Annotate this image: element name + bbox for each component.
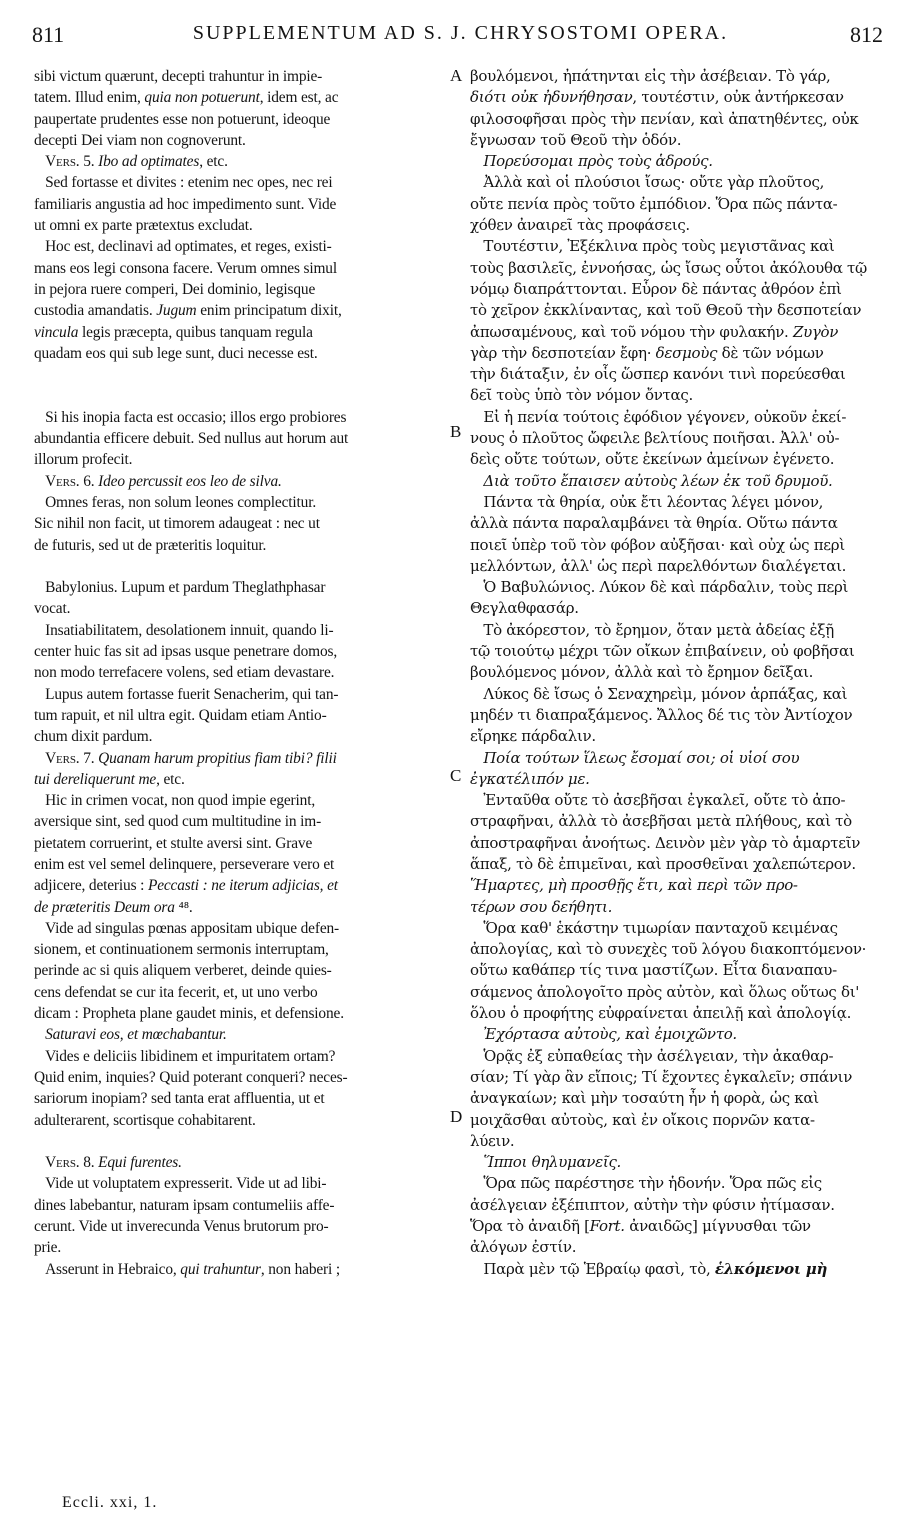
text-line: τὴν διάταξιν, ἐν οἷς ὥσπερ κανόνι τινὶ πορεύεσθαι (470, 365, 846, 384)
verse-heading: Vers. 5. Ibo ad optimates, etc. (45, 153, 228, 171)
text-line: Quid enim, inquies? Quid poterant conqueri? neces- (34, 1068, 348, 1086)
text-line: σίαν; Τί γὰρ ἂν εἴποις; Τί ἔχοντες ἐγκαλεῖν; σπάνιν (470, 1067, 853, 1086)
text-line: ὅλου ὁ προφήτης εὐφραίνεται ἀπειλῇ καὶ ἀπολογίᾳ. (470, 1004, 852, 1023)
text-line: οὕτω καθάπερ τίς τινα μαστίζων. Εἶτα διαναπαυ- (470, 961, 837, 980)
text-line: μοιχᾶσθαι αὐτοὺς, καὶ ἐν οἴκοις πορνῶν κατα- (470, 1110, 815, 1129)
margin-marker-c: C (450, 766, 462, 785)
text-line: Ὁ Βαβυλώνιος. Λύκον δὲ καὶ πάρδαλιν, τοὺς περὶ (483, 578, 849, 597)
text-line: illorum profecit. (34, 451, 133, 469)
text-line: sibi victum quærunt, decepti trahuntur in impie- (34, 68, 323, 85)
text-line: ἀπολογίας, καὶ τὸ συνεχὲς τοῦ λόγου διακοπτόμενον· (470, 940, 867, 959)
text-line: σάμενος ἀπολογοῖτο πρὸς αὐτὸν, καὶ ὅλως οὕτως δι' (470, 982, 860, 1001)
footnote: Eccli. xxi, 1. (62, 1494, 158, 1511)
text-line: dicam : Propheta plane gaudet minis, et defensione. (34, 1005, 344, 1023)
text-line: Asserunt in Hebraico, qui trahuntur, non haberi ; (45, 1260, 340, 1278)
text-line: δεὶς οὔτε τούτων, οὔτε ἐκείνων ἀμείνων ἐγένετο. (470, 450, 835, 469)
text-line: quadam eos qui sub lege sunt, duci necesse est. (34, 344, 318, 362)
text-line: Τουτέστιν, Ἐξέκλινα πρὸς τοὺς μεγιστᾶνας καὶ (483, 237, 835, 256)
text-line: tum rapuit, et nil ultra egit. Quidam etiam Antio- (34, 706, 327, 724)
text-line: de futuris, sed ut de præteritis loquitur. (34, 536, 267, 554)
text-line: λύειν. (470, 1131, 515, 1150)
text-line: non modo terrefacere volens, sed etiam devastare. (34, 664, 335, 682)
text-line: γὰρ τὴν δεσποτείαν ἔφη· δεσμοὺς δὲ τῶν νόμων (470, 343, 824, 362)
text-line: χόθεν ἀναιρεῖ τὰς προφάσεις. (470, 216, 690, 235)
text-line: Εἰ ἡ πενία τούτοις ἐφόδιον γέγονεν, οὐκοῦν ἐκεί- (483, 407, 847, 426)
text-line: Vide ut voluptatem expresserit. Vide ut ad libi- (45, 1175, 327, 1193)
margin-marker-d: D (450, 1107, 463, 1126)
latin-column (34, 66, 446, 1280)
text-line: τῷ τοιούτῳ μέχρι τῶν οἴκων ἐπιβαίνειν, οὐ φοβῆσαι (470, 642, 855, 661)
verse-heading: Διὰ τοῦτο ἔπαισεν αὐτοὺς λέων ἐκ τοῦ δρυμοῦ. (483, 471, 833, 490)
text-line: Ὅρα καθ' ἑκάστην τιμωρίαν πανταχοῦ κειμένας (483, 918, 838, 937)
text-line: dines labebantur, naturam ipsam contumeliis affe- (34, 1196, 335, 1214)
text-line: Vides e deliciis libidinem et impuritatem ortam? (45, 1047, 336, 1065)
verse-heading: Vers. 6. Ideo percussit eos leo de silva. (45, 472, 282, 490)
text-line: ἀπωσαμένους, καὶ τοῦ νόμου τὴν φυλακήν. Ζυγὸν (470, 322, 839, 341)
margin-marker-b: B (450, 422, 462, 441)
greek-column (470, 66, 888, 1280)
page-header (0, 22, 921, 56)
text-line: in pejora ruere comperi, Dei dominio, legisque (34, 280, 316, 298)
text-line: ut omni ex parte prætextus excludat. (34, 217, 253, 235)
text-line: abundantia efficere debuit. Sed nullus aut horum aut (34, 430, 349, 448)
text-line: pietatem corruerint, et stulte aversi sint. Grave (34, 834, 313, 852)
text-line: Ὅρα τὸ ἀναιδῆ [Fort. ἀναιδῶς] μίγνυσθαι τῶν (470, 1217, 811, 1236)
text-line: sionem, et continuationem sermonis interruptam, (34, 941, 329, 959)
text-line: Ὅρα πῶς παρέστησε τὴν ἡδονήν. Ὅρα πῶς εἰς (483, 1174, 822, 1193)
verse-heading: ἐγκατέλιπόν με. (470, 769, 590, 788)
verse-heading: Ποία τούτων ἵλεως ἔσομαί σοι; οἱ υἱοί σου (483, 748, 800, 767)
text-line: Vide ad singulas pœnas appositam ubique defen- (45, 919, 340, 937)
text-line: familiaris angustia ad hoc impedimento sunt. Vide (34, 195, 337, 213)
text-line: ἀποστραφῆναι ἀνοήτως. Δεινὸν μὲν γὰρ τὸ ἁμαρτεῖν (470, 833, 861, 852)
text-line: Λύκος δὲ ἴσως ὁ Σεναχηρεὶμ, μόνον ἁρπάξας, καὶ (483, 684, 848, 703)
text-line: tui dereliquerunt me, etc. (34, 770, 185, 788)
verse-heading: Ἥμαρτες, μὴ προσθῇς ἔτι, καὶ περὶ τῶν προ- (470, 876, 798, 895)
text-line: decepti Dei viam non cognoverunt. (34, 131, 246, 149)
verse-heading: Ἵπποι θηλυμανεῖς. (483, 1153, 622, 1172)
text-line: ἀλόγων ἐστίν. (470, 1238, 577, 1257)
text-line: Sed fortasse et divites : etenim nec opes, nec rei (45, 174, 333, 192)
page-number-left: 811 (32, 22, 65, 47)
text-line: adulterarent, scortisque cohabitarent. (34, 1111, 256, 1129)
text-line: Babylonius. Lupum et pardum Theglathphasar (45, 579, 326, 597)
text-line: Πάντα τὰ θηρία, οὐκ ἔτι λέοντας λέγει μόνον, (483, 492, 824, 511)
text-line: Sic nihil non facit, ut timorem adaugeat : nec ut (34, 515, 320, 533)
verse-heading: τέρων σου δεήθητι. (470, 897, 613, 916)
text-line: ἀσέλγειαν ἐξέπιπτον, αὐτὴν τὴν φύσιν ἠτίμασαν. (470, 1195, 835, 1214)
text-line: ἀλλὰ πάντα παραλαμβάνει τὰ θηρία. Οὕτω πάντα (470, 514, 838, 533)
text-line: tatem. Illud enim, quia non potuerunt, idem est, ac (34, 89, 339, 107)
text-line: ἀναγκαίων; καὶ μὴν τοσαύτη ἦν ἡ φορὰ, ὡς καὶ (470, 1089, 819, 1108)
verse-heading: Ἐχόρτασα αὐτοὺς, καὶ ἐμοιχῶντο. (483, 1025, 737, 1044)
text-line: νόμῳ διαπράττονται. Εὗρον δὲ πάντας ἀθρόον ἐπὶ (470, 279, 842, 298)
text-line: μηδέν τι διαπραξάμενος. Ἄλλος δέ τις τὸν Ἀντίοχον (470, 705, 853, 724)
text-line: βουλόμενοι, ἠπάτηνται εἰς τὴν ἀσέβειαν. Τὸ γάρ, (470, 67, 831, 85)
text-line: Omnes feras, non solum leones complectitur. (45, 493, 317, 511)
text-line: τοὺς βασιλεῖς, ἐννοήσας, ὡς ἴσως οὗτοι ἀκόλουθα τῷ (470, 258, 867, 277)
text-line: ἔγνωσαν τοῦ Θεοῦ τὴν ὁδόν. (470, 130, 682, 149)
verse-heading: Vers. 8. Equi furentes. (45, 1154, 182, 1172)
text-line: Ἀλλὰ καὶ οἱ πλούσιοι ἴσως· οὔτε γὰρ πλοῦτος, (483, 173, 825, 192)
text-line: Insatiabilitatem, desolationem innuit, quando li- (45, 621, 334, 639)
text-line: enim est vel semel delinquere, perseverare vero et (34, 855, 335, 873)
text-line: Θεγλαθφασάρ. (470, 599, 579, 618)
text-line: chum dixit pardum. (34, 728, 153, 746)
text-line: Παρὰ μὲν τῷ Ἑβραίῳ φασὶ, τὸ, ἑλκόμενοι μὴ (483, 1259, 828, 1278)
text-line: διότι οὐκ ἠδυνήθησαν, τουτέστιν, οὐκ ἀντήρκεσαν (470, 88, 844, 107)
text-line: δεῖ τοὺς ὑπὸ τὸν νόμον ὄντας. (470, 386, 693, 405)
text-line: Hic in crimen vocat, non quod impie egerint, (45, 792, 316, 810)
text-line: τὸ χεῖρον ἐκκλίναντας, καὶ τοῦ Θεοῦ τὴν δεσποτείαν (470, 301, 862, 320)
text-line: sariorum inopiam? sed tanta erat affluentia, ut et (34, 1090, 325, 1108)
text-line: custodia amandatis. Jugum enim principatum dixit, (34, 302, 342, 320)
text-line: Τὸ ἀκόρεστον, τὸ ἔρημον, ὅταν μετὰ ἀδείας ἐξῇ (483, 620, 834, 639)
text-line: εἴρηκε πάρδαλιν. (470, 727, 596, 746)
text-line: νους ὁ πλοῦτος ὤφειλε βελτίους ποιῆσαι. Ἀλλ' οὐ- (470, 429, 840, 448)
text-line: cerunt. Vide ut inverecunda Venus brutorum pro- (34, 1218, 329, 1236)
text-line: Hoc est, declinavi ad optimates, et reges, existi- (45, 238, 332, 256)
text-line: perinde ac si quis aliquem verberet, deinde quies- (34, 962, 332, 980)
text-line: aversique sint, sed quod cum multitudine in im- (34, 813, 322, 831)
text-line: adjicere, deterius : Peccasti : ne iterum adjicias, et (34, 877, 338, 895)
text-line: φιλοσοφῆσαι πρὸς τὴν πενίαν, καὶ ἀπατηθέντες, οὐκ (470, 109, 859, 128)
text-line: Ἐνταῦθα οὔτε τὸ ἀσεβῆσαι ἐγκαλεῖ, οὔτε τὸ ἀπο- (483, 791, 846, 810)
text-line: Ὁρᾷς ἐξ εὐπαθείας τὴν ἀσέλγειαν, τὴν ἀκαθαρ- (483, 1046, 834, 1065)
verse-heading: Saturavi eos, et mœchabantur. (45, 1026, 227, 1044)
text-line: center huic fas sit ad ipsas usque penetrare domos, (34, 643, 338, 661)
text-line: paupertate prudentes esse non potuerunt, ideoque (34, 110, 331, 128)
verse-heading: Vers. 7. Quanam harum propitius fiam tibi? filii (45, 749, 337, 767)
text-line: mans eos legi consona facere. Verum omnes simul (34, 259, 337, 277)
text-line: Lupus autem fortasse fuerit Senacherim, qui tan- (45, 685, 339, 703)
text-line: vocat. (34, 600, 71, 618)
text-line: Si his inopia facta est occasio; illos ergo probiores (45, 408, 347, 426)
running-title: SUPPLEMENTUM AD S. J. CHRYSOSTOMI OPERA. (192, 22, 729, 44)
verse-heading: Πορεύσομαι πρὸς τοὺς ἁδρούς. (483, 152, 713, 171)
text-line: prie. (34, 1239, 62, 1257)
text-line: vincula legis præcepta, quibus tanquam regula (34, 323, 313, 341)
page-number-right: 812 (850, 22, 883, 47)
text-line: ποιεῖ ὑπὲρ τοῦ τὸν φόβον αὐξῆσαι· καὶ οὐχ ὡς περὶ (470, 535, 845, 554)
text-line: μελλόντων, ἀλλ' ὡς περὶ παρελθόντων διαλέγεται. (470, 556, 847, 575)
text-line: de præteritis Deum ora ⁴⁸. (34, 898, 193, 916)
text-line: οὔτε πενία πρὸς τοῦτο ἐμπόδιον. Ὅρα πῶς πάντα- (470, 194, 838, 213)
text-line: cens defendat se cur ita fecerit, et, ut uno verbo (34, 983, 318, 1001)
text-line: βουλόμενος μόνον, ἀλλὰ καὶ τὸ ἔρημον δεῖξαι. (470, 663, 814, 682)
text-line: ἅπαξ, τὸ δὲ ἐπιμεῖναι, καὶ προσθεῖναι χαλεπώτερον. (470, 854, 856, 873)
margin-marker-a: A (450, 66, 463, 85)
text-line: στραφῆναι, ἀλλὰ τὸ ἀσεβῆσαι μετὰ πλήθους, καὶ τὸ (470, 812, 852, 831)
